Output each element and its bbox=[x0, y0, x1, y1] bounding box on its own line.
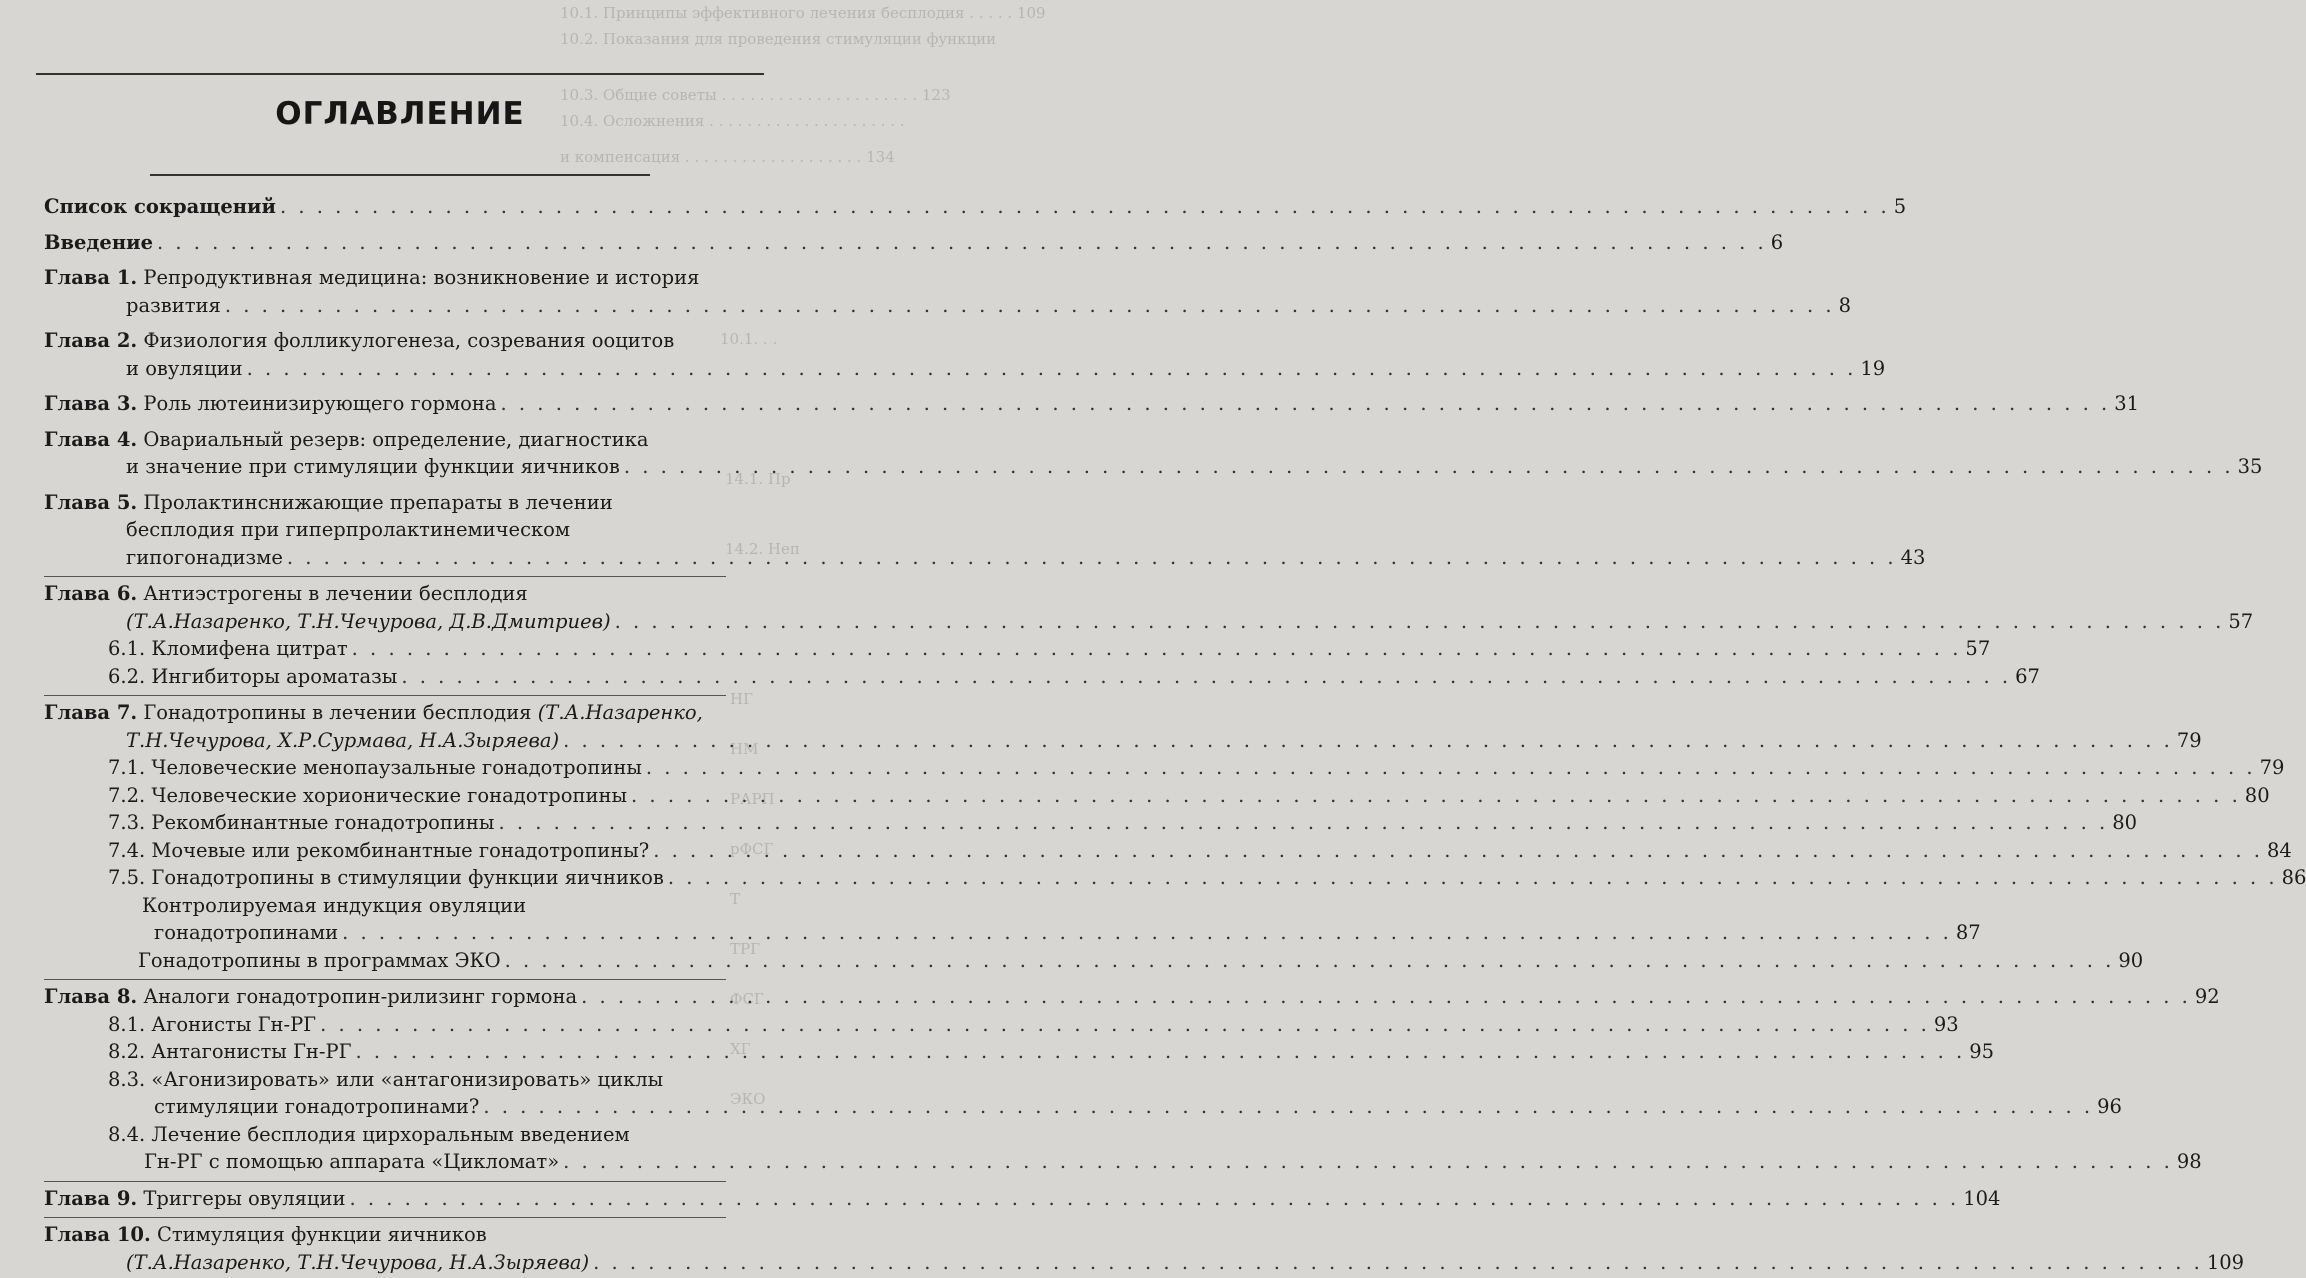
subsection-number: 8.1. bbox=[108, 1012, 146, 1036]
leader-dots bbox=[356, 1040, 1966, 1063]
chapter-title: Овариальный резерв: определение, диагностика bbox=[143, 427, 649, 451]
chapter-title: Триггеры овуляции bbox=[143, 1186, 346, 1210]
leader-dots bbox=[280, 195, 1890, 218]
toc-entry-chapter-3[interactable] bbox=[44, 392, 2140, 420]
leader-dots bbox=[668, 866, 2278, 889]
subsection-title: Антагонисты Гн-РГ bbox=[151, 1040, 352, 1063]
chapter-authors: (Т.А.Назаренко, Т.Н.Чечурова, Д.В.Дмитриев) bbox=[126, 609, 611, 633]
entry-label: Список сокращений bbox=[44, 195, 276, 218]
leader-dots bbox=[646, 756, 2256, 779]
page-number: 6 bbox=[1770, 230, 1784, 254]
chapter-title: Стимуляция функции яичников bbox=[156, 1223, 487, 1246]
chapter-title: Пролактинснижающие препараты в лечении bbox=[143, 490, 613, 514]
toc-entry-chapter-10[interactable] bbox=[44, 1223, 2245, 1278]
top-rule bbox=[36, 73, 764, 75]
page-number: 79 bbox=[2176, 728, 2202, 752]
leader-dots bbox=[157, 231, 1767, 254]
toc-entry-chapter-5[interactable] bbox=[44, 490, 1926, 574]
leader-dots bbox=[505, 949, 2115, 972]
subsection-title: Гонадотропины в стимуляции функции яичников bbox=[151, 866, 664, 889]
subsection-title: Ингибиторы ароматазы bbox=[151, 664, 398, 688]
section-divider bbox=[44, 979, 726, 980]
subsection-number: 7.4. bbox=[108, 838, 146, 862]
leader-dots bbox=[563, 729, 2173, 752]
toc-subentry-8-1[interactable] bbox=[44, 1012, 1959, 1041]
page-number: 19 bbox=[1860, 356, 1886, 380]
page-number: 90 bbox=[2118, 948, 2144, 972]
toc-entry-abbreviations[interactable] bbox=[44, 195, 1907, 223]
chapter-label: Глава 3. bbox=[44, 392, 138, 415]
leader-dots bbox=[320, 1013, 1930, 1036]
section-divider bbox=[44, 695, 726, 696]
chapter-label: Глава 2. bbox=[44, 329, 138, 352]
toc-subentry-8-4[interactable] bbox=[44, 1122, 2202, 1178]
subsection-title: Лечение бесплодия цирхоральным введением bbox=[151, 1122, 630, 1146]
subsubsection-title: Контролируемая индукция овуляции bbox=[142, 893, 527, 917]
chapter-title-cont: и овуляции bbox=[126, 356, 243, 380]
leader-dots bbox=[631, 784, 2241, 807]
leader-dots bbox=[401, 665, 2011, 688]
leader-dots bbox=[593, 1251, 2203, 1274]
leader-dots bbox=[563, 1150, 2173, 1173]
toc-subentry-6-2[interactable] bbox=[44, 664, 2040, 693]
toc-subentry-8-2[interactable] bbox=[44, 1040, 1995, 1068]
chapter-label: Глава 1. bbox=[44, 266, 138, 289]
section-divider bbox=[44, 576, 726, 577]
chapter-label: Глава 5. bbox=[44, 490, 138, 514]
toc-subentry-8-3[interactable] bbox=[44, 1067, 2122, 1123]
subsection-number: 6.1. bbox=[108, 637, 146, 660]
toc-subentry-7-2[interactable] bbox=[44, 783, 2270, 812]
toc-entry-chapter-8[interactable] bbox=[44, 985, 2220, 1178]
chapter-title: Физиология фолликулогенеза, созревания ооцитов bbox=[143, 329, 675, 352]
chapter-label: Глава 9. bbox=[44, 1186, 138, 1210]
chapter-title-cont: гипогонадизме bbox=[126, 545, 283, 569]
chapter-title: Аналоги гонадотропин-рилизинг гормона bbox=[143, 985, 578, 1008]
toc-entry-chapter-9[interactable] bbox=[44, 1186, 2001, 1215]
subsection-number: 8.2. bbox=[108, 1040, 146, 1063]
subsection-number: 7.2. bbox=[108, 783, 146, 807]
subsection-title: «Агонизировать» или «антагонизировать» циклы bbox=[151, 1067, 664, 1091]
subsection-title: Человеческие хорионические гонадотропины bbox=[151, 783, 628, 807]
page-number: 95 bbox=[1969, 1040, 1995, 1063]
subsection-number: 8.4. bbox=[108, 1122, 146, 1146]
chapter-title-cont: и значение при стимуляции функции яичников bbox=[126, 455, 620, 478]
subsection-number: 7.5. bbox=[108, 866, 146, 889]
leader-dots bbox=[352, 637, 1962, 660]
chapter-label: Глава 4. bbox=[44, 427, 138, 451]
chapter-label: Глава 10. bbox=[44, 1223, 151, 1246]
chapter-authors: (Т.А.Назаренко, Т.Н.Чечурова, Н.А.Зыряева) bbox=[126, 1250, 590, 1274]
page-number: 57 bbox=[2228, 609, 2254, 633]
leader-dots bbox=[498, 811, 2108, 834]
leader-dots bbox=[287, 546, 1897, 569]
toc-subentry-6-1[interactable] bbox=[44, 637, 1991, 665]
subsection-number: 7.3. bbox=[108, 811, 146, 834]
chapter-label: Глава 8. bbox=[44, 985, 138, 1008]
toc-entry-chapter-1[interactable] bbox=[44, 266, 1851, 321]
subsection-title: Кломифена цитрат bbox=[151, 637, 348, 660]
leader-dots bbox=[615, 610, 2225, 633]
subsubsection-title-cont: гонадотропинами bbox=[154, 921, 339, 944]
subsection-title: Человеческие менопаузальные гонадотропины bbox=[151, 756, 642, 779]
leader-dots bbox=[225, 294, 1835, 317]
toc-subentry-7-4[interactable] bbox=[44, 838, 2292, 867]
section-divider bbox=[44, 1181, 726, 1182]
toc-entry-chapter-7[interactable] bbox=[44, 701, 2306, 976]
toc-subentry-7-3[interactable] bbox=[44, 811, 2138, 839]
leader-dots bbox=[581, 985, 2191, 1008]
subsection-number: 7.1. bbox=[108, 756, 146, 779]
subsection-title-cont: стимуляции гонадотропинами? bbox=[154, 1095, 480, 1118]
page-number: 92 bbox=[2194, 985, 2220, 1008]
page-title: ОГЛАВЛЕНИЕ bbox=[275, 96, 525, 132]
page-number: 8 bbox=[1838, 293, 1851, 317]
toc-subsubentry-controlled-induction[interactable] bbox=[44, 893, 1981, 949]
chapter-title: Репродуктивная медицина: возникновение и история bbox=[143, 266, 700, 289]
chapter-label: Глава 7. bbox=[44, 701, 138, 724]
toc-entry-introduction[interactable] bbox=[44, 230, 1784, 259]
chapter-title: Роль лютеинизирующего гормона bbox=[143, 392, 497, 415]
toc-subsubentry-ivf[interactable] bbox=[44, 948, 2144, 977]
subsection-title: Рекомбинантные гонадотропины bbox=[151, 811, 495, 834]
page-number: 80 bbox=[2112, 811, 2138, 834]
leader-dots bbox=[247, 357, 1857, 380]
page-number: 109 bbox=[2206, 1250, 2245, 1274]
page-number: 31 bbox=[2114, 392, 2140, 415]
toc-entry-chapter-4[interactable] bbox=[44, 427, 2263, 483]
subsection-title: Мочевые или рекомбинантные гонадотропины? bbox=[151, 838, 650, 862]
subsection-number: 8.3. bbox=[108, 1067, 146, 1091]
leader-dots bbox=[653, 839, 2263, 862]
page-number: 87 bbox=[1955, 921, 1981, 944]
page-number: 96 bbox=[2097, 1095, 2122, 1118]
toc-entry-chapter-2[interactable] bbox=[44, 329, 1886, 384]
subsection-title-cont: Гн-РГ с помощью аппарата «Цикломат» bbox=[144, 1150, 560, 1173]
subsection-number: 6.2. bbox=[108, 664, 146, 688]
subsubsection-title: Гонадотропины в программах ЭКО bbox=[138, 948, 501, 972]
page-number: 98 bbox=[2176, 1150, 2202, 1173]
page-number: 86 bbox=[2281, 866, 2306, 889]
bleed-through-text: 10.1. Принципы эффективного лечения бесплодия . . . . . 109 10.2. Показания для проведения стимуляции функции 10.3. Общие советы . . . . . . . . . . . . . . . . . . . . . 123 10.4. Осложнения . . . . . . . . . . . . . . . . . . . . . и компенсация . . . . . . . . . . . . . . . . . . . 134 10.1. . . 14.1. Пр 14.2. Неп НГ НМ РАРП рФСГ Т ТРГ ФСГ ХГ ЭКО bbox=[560, 4, 1046, 1108]
chapter-title: Гонадотропины в лечении бесплодия bbox=[143, 701, 532, 724]
entry-label: Введение bbox=[44, 230, 153, 254]
page-number: 93 bbox=[1933, 1012, 1959, 1036]
page-number: 104 bbox=[1963, 1186, 2001, 1210]
page-number: 80 bbox=[2244, 783, 2270, 807]
chapter-authors-cont: Т.Н.Чечурова, Х.Р.Сурмава, Н.А.Зыряева) bbox=[126, 728, 560, 752]
chapter-authors: (Т.А.Назаренко, bbox=[537, 701, 703, 724]
chapter-title-cont: развития bbox=[126, 293, 221, 317]
leader-dots bbox=[483, 1095, 2093, 1118]
page-number: 43 bbox=[1900, 545, 1926, 569]
toc-subentry-7-5[interactable] bbox=[44, 866, 2306, 894]
leader-dots bbox=[624, 455, 2234, 478]
page-number: 67 bbox=[2015, 664, 2040, 688]
page-number: 84 bbox=[2266, 838, 2292, 862]
leader-dots bbox=[342, 921, 1952, 944]
page-number: 57 bbox=[1965, 637, 1991, 660]
page-number: 35 bbox=[2237, 455, 2263, 478]
subsection-title: Агонисты Гн-РГ bbox=[151, 1012, 317, 1036]
chapter-title-cont: бесплодия при гиперпролактинемическом bbox=[126, 518, 571, 541]
chapter-title: Антиэстрогены в лечении бесплодия bbox=[143, 582, 528, 605]
toc-subentry-7-1[interactable] bbox=[44, 756, 2285, 784]
page-number: 5 bbox=[1893, 195, 1907, 218]
chapter-label: Глава 6. bbox=[44, 582, 138, 605]
leader-dots bbox=[349, 1187, 1959, 1210]
toc-entry-chapter-6[interactable] bbox=[44, 582, 2254, 692]
page-number: 79 bbox=[2259, 756, 2285, 779]
section-divider bbox=[44, 1217, 726, 1218]
leader-dots bbox=[501, 392, 2111, 415]
title-rule bbox=[150, 174, 650, 176]
